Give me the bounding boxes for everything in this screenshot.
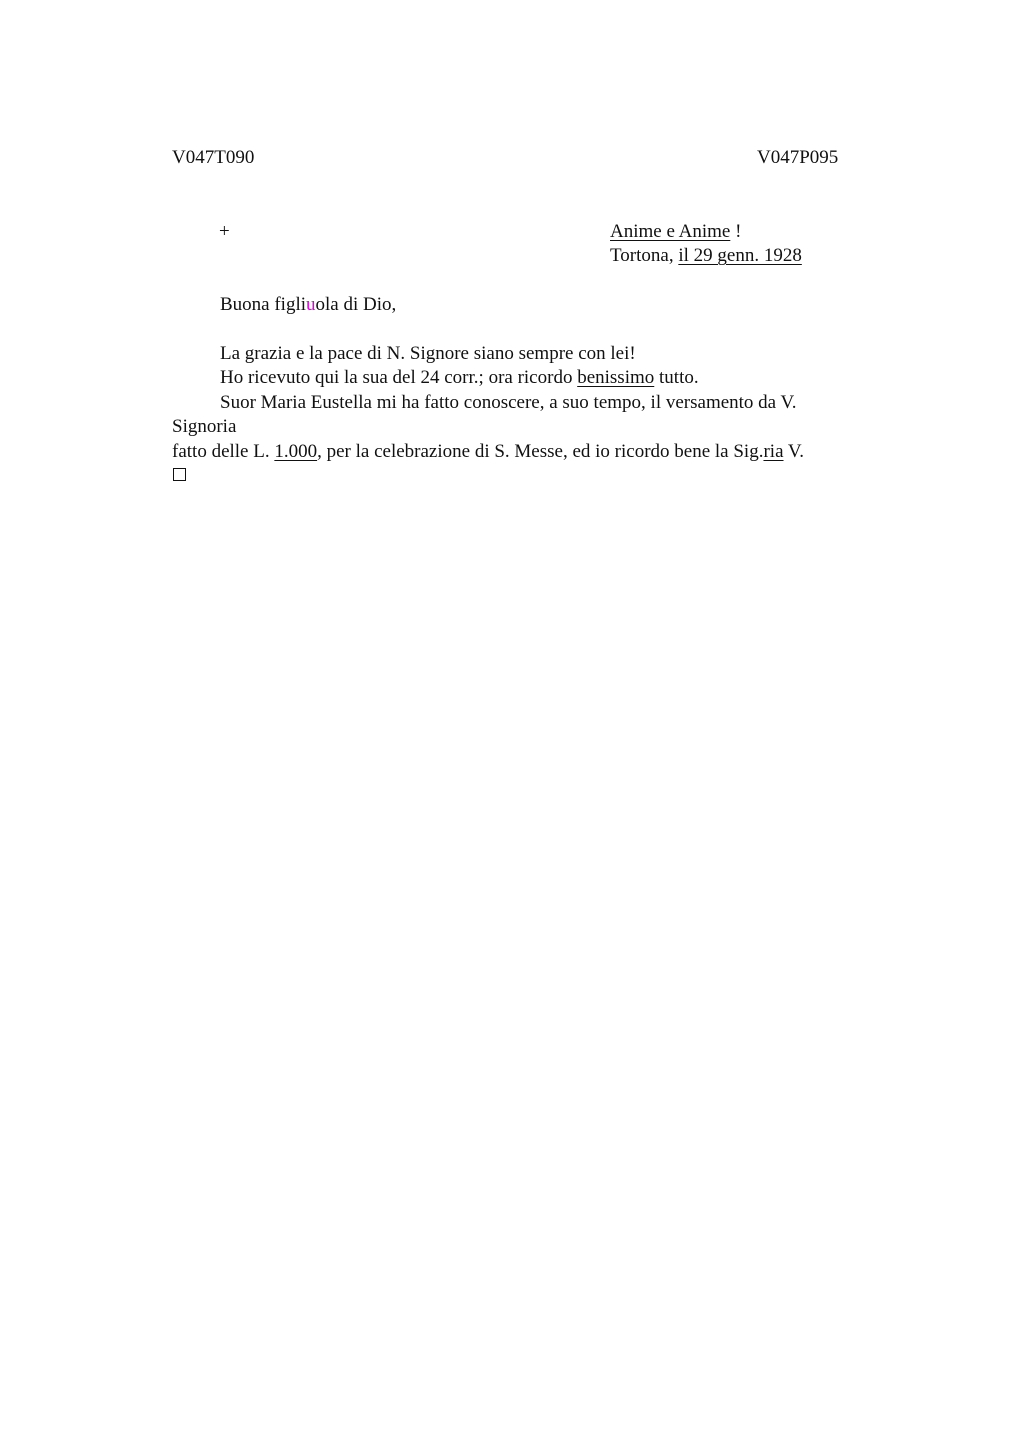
body-line-5	[172, 440, 804, 464]
motto-exclamation: !	[730, 221, 742, 242]
place: Tortona,	[610, 245, 679, 266]
body-line-1: La grazia e la pace di N. Signore siano sempre con lei!	[220, 343, 636, 364]
date: il 29 genn. 1928	[678, 245, 802, 266]
body-line-2-after: tutto.	[654, 367, 699, 388]
body-line-5-middle: , per la celebrazione di S. Messe, ed io ricordo bene la Sig.	[317, 441, 764, 462]
body-line-3: Suor Maria Eustella mi ha fatto conoscere, a suo tempo, il versamento da V.	[220, 392, 797, 413]
motto	[610, 220, 741, 244]
document-code-right: V047P095	[757, 147, 839, 168]
body-line-5-after: V.	[783, 441, 804, 462]
place-date	[610, 244, 802, 268]
placeholder-box-icon	[173, 468, 186, 481]
motto-text: Anime e Anime	[610, 221, 731, 242]
salutation-part2: ola di Dio,	[315, 294, 397, 315]
body-line-4: Signoria	[172, 416, 237, 437]
cross-symbol: +	[219, 221, 230, 242]
body-line-2-before: Ho ricevuto qui la sua del 24 corr.; ora ricordo	[220, 367, 578, 388]
body-line-5-amount: 1.000	[274, 441, 318, 462]
salutation	[220, 293, 396, 317]
document-code-left: V047T090	[172, 147, 255, 168]
body-line-5-before: fatto delle L.	[172, 441, 275, 462]
body-line-5-underlined: ria	[763, 441, 784, 462]
salutation-part1: Buona figli	[220, 294, 307, 315]
body-line-2-underlined: benissimo	[577, 367, 655, 388]
salutation-highlight: u	[306, 294, 316, 315]
body-line-2	[220, 366, 699, 390]
